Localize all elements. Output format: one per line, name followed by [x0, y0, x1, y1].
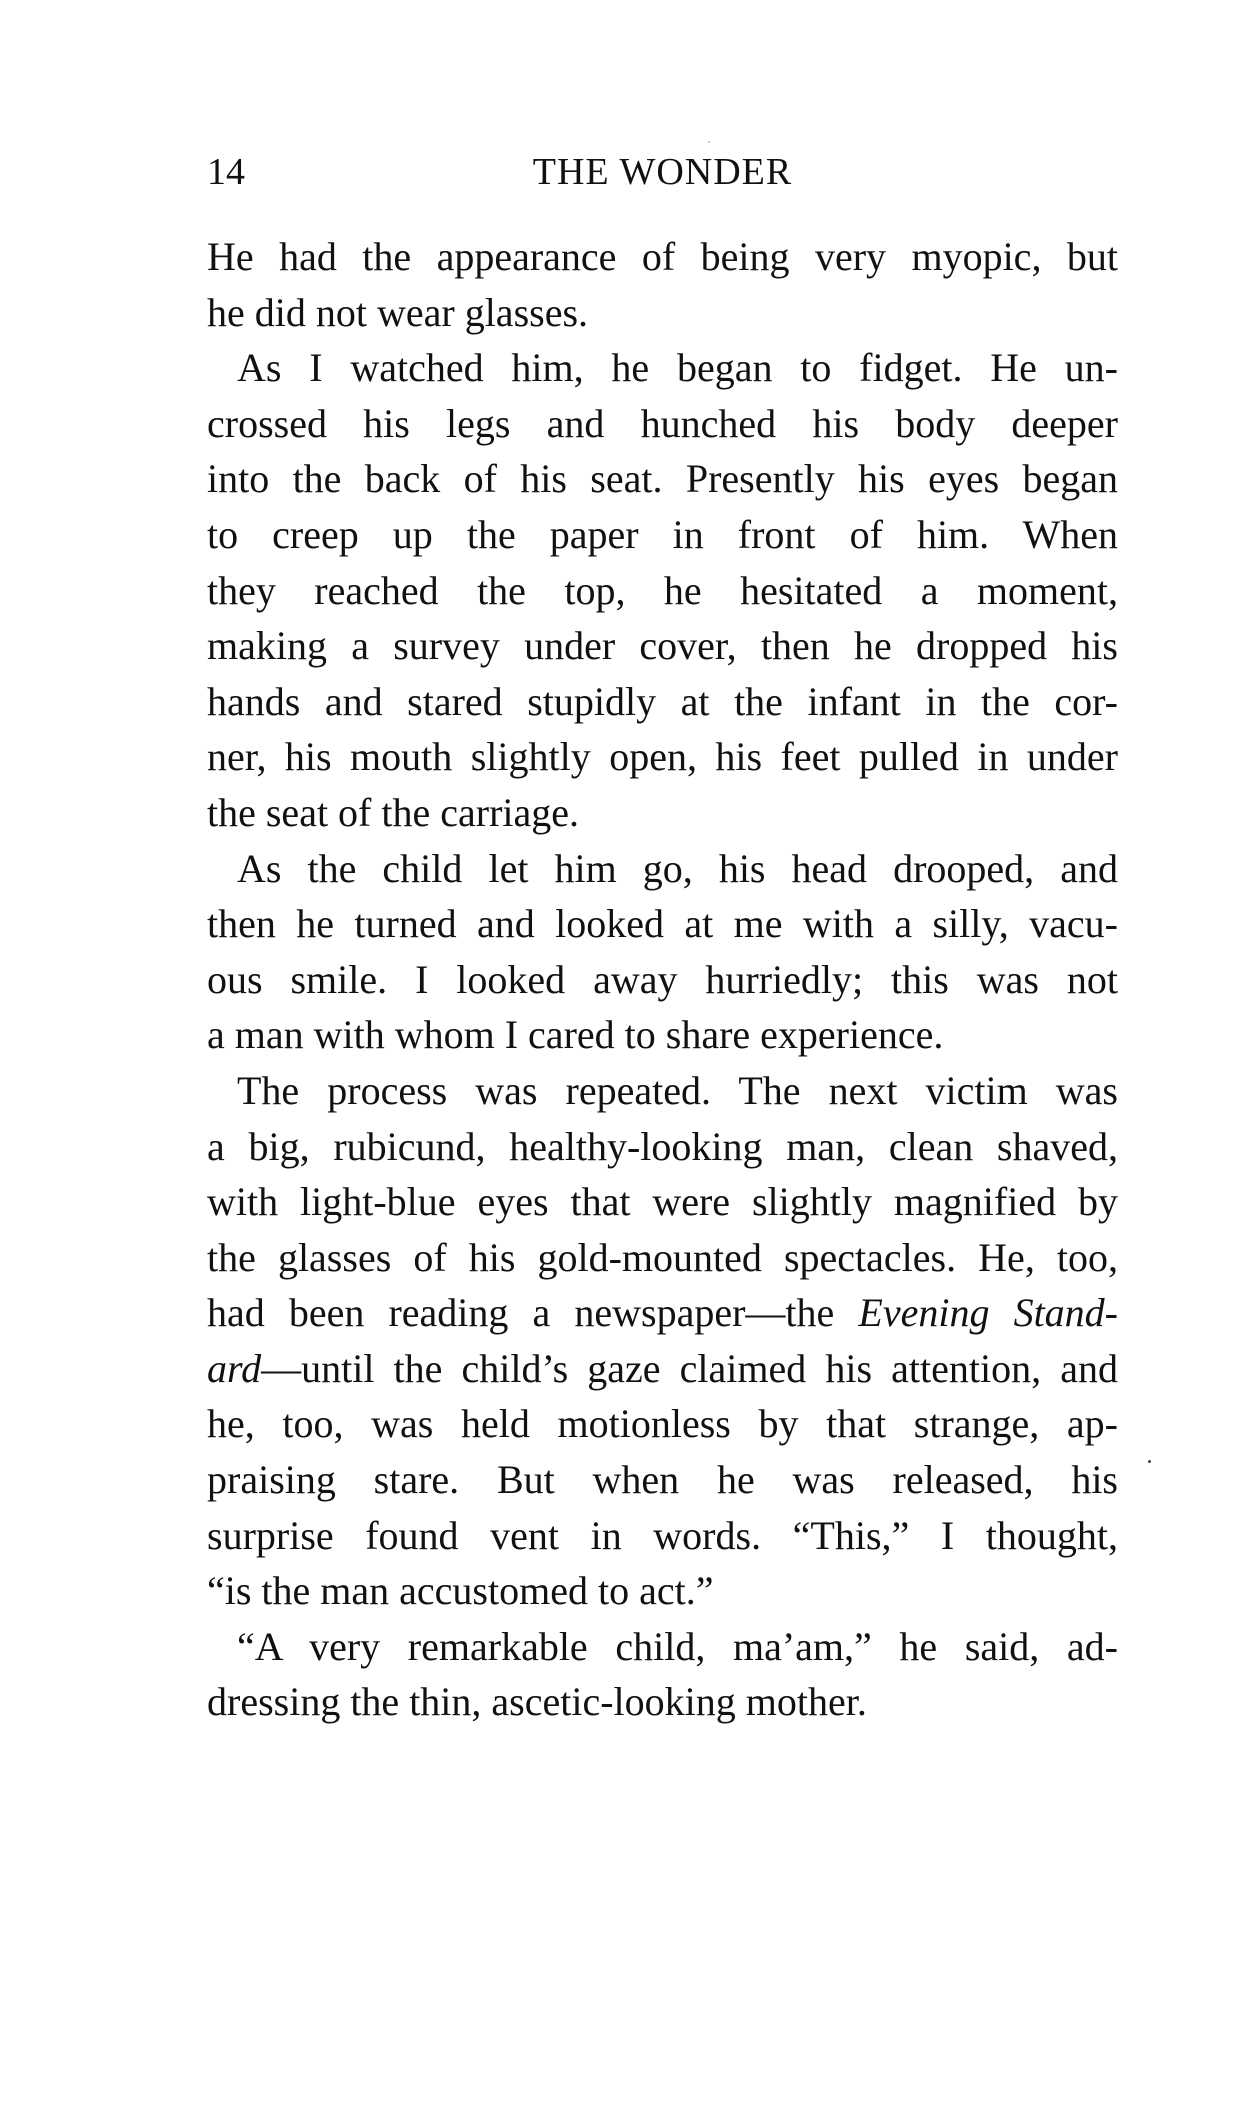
- running-header: [207, 150, 1118, 202]
- text-line: hands and stared stupidly at the infant in the cor-: [207, 678, 1118, 724]
- paragraph: [207, 229, 1118, 340]
- page-number: 14: [207, 151, 245, 193]
- italic-text: ard: [207, 1345, 262, 1391]
- text-line: crossed his legs and hunched his body deeper: [207, 400, 1118, 446]
- text-line: As the child let him go, his head drooped, and: [237, 845, 1118, 891]
- paragraph: [207, 841, 1118, 1063]
- text-line: into the back of his seat. Presently his eyes began: [207, 456, 1118, 502]
- text-line: the seat of the carriage.: [207, 789, 580, 835]
- text-line: praising stare. But when he was released, his: [207, 1457, 1118, 1503]
- text-line: He had the appearance of being very myopic, but: [207, 234, 1118, 279]
- text-line: [207, 1285, 1118, 1341]
- text-line: “is the man accustomed to act.”: [207, 1568, 714, 1614]
- text-line: then he turned and looked at me with a silly, vacu-: [207, 901, 1118, 947]
- text-segment: had been reading a newspaper—the: [207, 1290, 859, 1336]
- paragraph: [207, 1063, 1118, 1619]
- text-line: a big, rubicund, healthy-looking man, clean shaved,: [207, 1123, 1118, 1169]
- text-line: making a survey under cover, then he dropped his: [207, 623, 1118, 669]
- text-line: they reached the top, he hesitated a moment,: [207, 567, 1118, 613]
- text-line: As I watched him, he began to fidget. He un-: [237, 345, 1118, 391]
- text-line: he, too, was held motionless by that strange, ap-: [207, 1401, 1118, 1447]
- scan-speck: [708, 141, 710, 143]
- text-line: with light-blue eyes that were slightly magnified by: [207, 1179, 1118, 1225]
- body-text: [207, 229, 1118, 1730]
- paragraph: [207, 1619, 1118, 1730]
- text-line: ous smile. I looked away hurriedly; this was not: [207, 956, 1118, 1002]
- paragraph: [207, 340, 1118, 840]
- italic-text: Evening Stand-: [858, 1290, 1119, 1336]
- text-line: he did not wear glasses.: [207, 289, 589, 335]
- text-segment: —until the child’s gaze claimed his attention, and: [261, 1345, 1118, 1391]
- text-line: the glasses of his gold-mounted spectacles. He, too,: [207, 1234, 1118, 1280]
- text-line: dressing the thin, ascetic-looking mother.: [207, 1679, 867, 1725]
- text-line: a man with whom I cared to share experience.: [207, 1012, 944, 1058]
- text-line: The process was repeated. The next victim was: [237, 1067, 1118, 1113]
- text-line: ner, his mouth slightly open, his feet pulled in under: [207, 734, 1118, 780]
- running-title: THE WONDER: [532, 151, 793, 193]
- text-line: “A very remarkable child, ma’am,” he said, ad-: [237, 1623, 1118, 1669]
- text-line: to creep up the paper in front of him. When: [207, 511, 1118, 557]
- text-line: surprise found vent in words. “This,” I thought,: [207, 1512, 1118, 1558]
- scan-speck: [1148, 1460, 1151, 1463]
- text-line: [207, 1341, 1118, 1397]
